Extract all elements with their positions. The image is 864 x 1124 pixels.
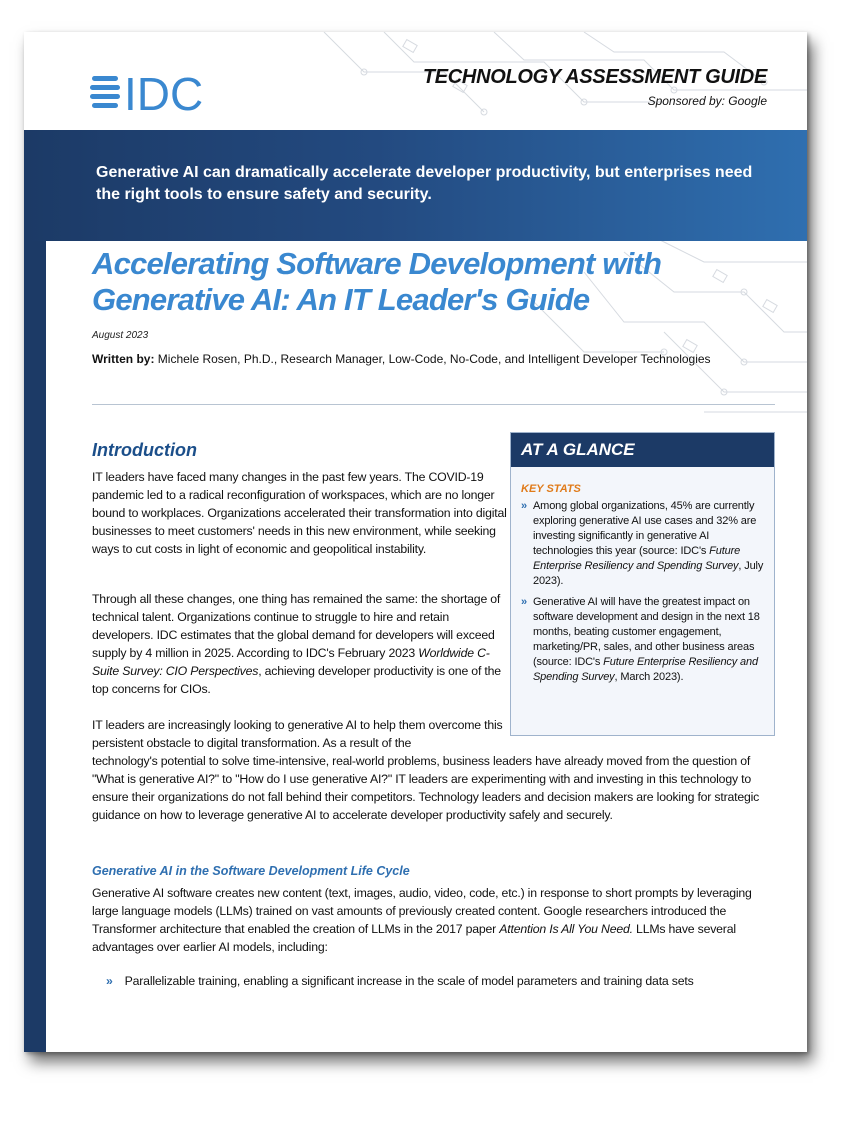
key-stat-item: » Generative AI will have the greatest impact on software development and design in the next 18 months, beating customer engagement, marketing/PR, sales, and other business areas (source: IDC's Future Enterprise Resiliency and Spending Survey, March 2023). xyxy=(521,596,760,683)
author-line xyxy=(92,352,711,366)
publication-date: August 2023 xyxy=(92,330,149,341)
list-item-text: Parallelizable training, enabling a significant increase in the scale of model parameters and training data sets xyxy=(124,974,694,988)
author-label: Written by: xyxy=(92,352,155,366)
chevron-bullet-icon: » xyxy=(521,596,527,608)
document-page xyxy=(24,32,807,1052)
sdlc-paragraph: Generative AI software creates new content (text, images, audio, video, code, etc.) in response to short prompts by leveraging large language models (LLMs) trained on vast amounts of previously created content. Google researchers introduced the Transformer architecture that enabled the creation of LLMs in the 2017 paper Attention Is All You Need. LLMs have several advantages over earlier AI models, including: xyxy=(92,886,752,954)
intro-paragraph-1: IT leaders have faced many changes in the past few years. The COVID-19 pandemic led to a radical reconfiguration of workspaces, which are no longer bound to workplaces. Organizations accelerated their transformation into digital businesses to meet customers' needs in this new environment, while seeking ways to cut costs in light of economic and geopolitical instability. xyxy=(92,470,507,556)
document-title xyxy=(92,246,772,318)
title-line-1: Accelerating Software Development with xyxy=(92,246,662,281)
intro-paragraph-3: IT leaders are increasingly looking to generative AI to help them overcome this persistent obstacle to digital transformation. As a result of the technology's potential to solve time-intensive, real-world problems, business leaders have already moved from the question of "What is generative AI?" to "How do I use generative AI?" IT leaders are experimenting with and investing in this technology to ensure their organizations do not fall behind their competitors. Technology leaders and decision makers are looking for strategic guidance on how to leverage generative AI to accelerate developer productivity safely and securely. xyxy=(92,718,760,822)
banner-text: Generative AI can dramatically accelerate developer productivity, but enterprises need the right tools to ensure safety and security. xyxy=(96,164,753,203)
chevron-bullet-icon: » xyxy=(106,974,113,988)
chevron-bullet-icon: » xyxy=(521,500,527,512)
list-item xyxy=(106,974,694,988)
idc-logo xyxy=(90,66,240,114)
title-line-2: Generative AI: An IT Leader's Guide xyxy=(92,282,590,317)
summary-banner xyxy=(24,130,807,241)
introduction-heading: Introduction xyxy=(92,440,197,460)
document-type-label: TECHNOLOGY ASSESSMENT GUIDE xyxy=(422,66,767,88)
survey-title: Worldwide C-Suite Survey: CIO Perspectives xyxy=(92,646,490,678)
sponsor-label: Sponsored by: Google xyxy=(647,94,767,108)
key-stats-label: KEY STATS xyxy=(521,483,581,495)
svg-text:IDC: IDC xyxy=(124,68,204,114)
at-a-glance-box xyxy=(510,432,775,736)
section-divider xyxy=(92,404,775,405)
author-text: Michele Rosen, Ph.D., Research Manager, Low-Code, No-Code, and Intelligent Developer Technologies xyxy=(154,352,711,366)
paper-title: Attention Is All You Need. xyxy=(499,922,633,936)
intro-paragraph-2: Through all these changes, one thing has remained the same: the shortage of technical talent. Organizations continue to struggle to hire and retain developers. IDC estimates that the global demand for developers will exceed supply by 4 million in 2025. According to IDC's February 2023 Worldwide C-Suite Survey: CIO Perspectives, achieving developer productivity is one of the top concerns for CIOs. xyxy=(92,592,501,696)
at-a-glance-heading: AT A GLANCE xyxy=(511,433,774,467)
left-accent-bar xyxy=(24,130,46,1052)
key-stat-item: » Among global organizations, 45% are currently exploring generative AI use cases and 32% are investing significantly in generative AI technologies this year (source: IDC's Future Enterprise Resiliency and Spending Survey, July 2023). xyxy=(521,500,764,587)
sdlc-subheading: Generative AI in the Software Development Life Cycle xyxy=(92,864,410,878)
